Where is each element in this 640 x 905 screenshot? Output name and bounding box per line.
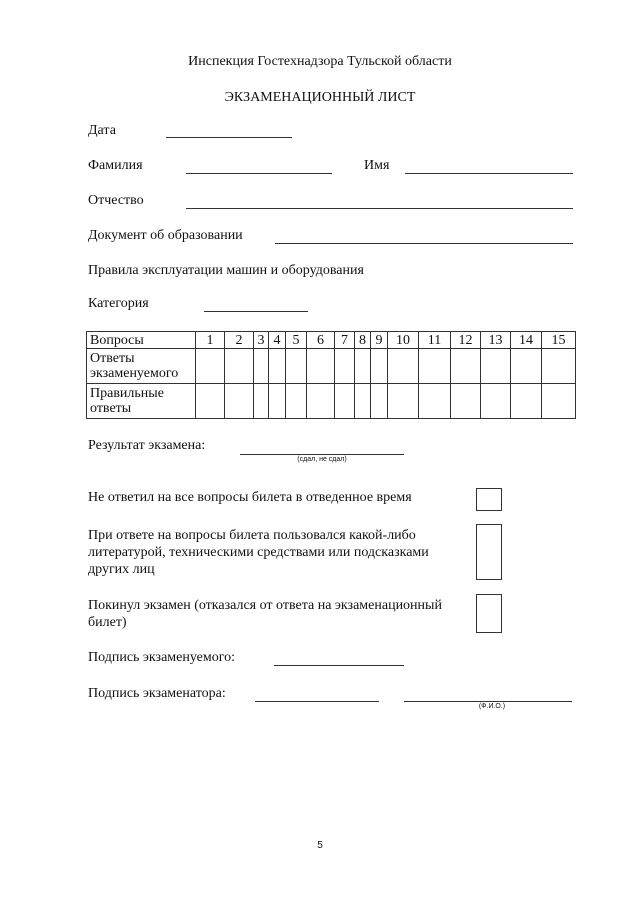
correct-cell[interactable] (196, 384, 225, 419)
correct-cell[interactable] (481, 384, 511, 419)
name-label: Имя (364, 158, 390, 173)
check-box-no-time[interactable] (476, 488, 502, 511)
correct-cell[interactable] (371, 384, 388, 419)
check-box-used-aids[interactable] (476, 524, 502, 580)
question-number: 2 (225, 332, 254, 349)
examinee-signature-field[interactable] (274, 665, 404, 666)
category-label: Категория (88, 296, 149, 311)
result-hint: (сдал, не сдал) (297, 456, 347, 463)
answer-cell[interactable] (307, 349, 335, 384)
name-field[interactable] (405, 173, 573, 174)
organization-title: Инспекция Гостехнадзора Тульской области (188, 54, 452, 69)
question-number: 15 (542, 332, 576, 349)
date-field[interactable] (166, 137, 292, 138)
patronymic-field[interactable] (186, 208, 573, 209)
examiner-fio-field[interactable] (404, 701, 572, 702)
question-number: 12 (451, 332, 481, 349)
questions-row (87, 332, 576, 349)
questions-header: Вопросы (87, 332, 196, 349)
correct-answers-row (87, 384, 576, 419)
correct-cell[interactable] (254, 384, 269, 419)
category-field[interactable] (204, 311, 308, 312)
question-number: 9 (371, 332, 388, 349)
answer-cell[interactable] (419, 349, 451, 384)
answers-table (86, 331, 576, 419)
question-number: 1 (196, 332, 225, 349)
question-number: 14 (511, 332, 542, 349)
result-label: Результат экзамена: (88, 438, 206, 453)
answer-cell[interactable] (335, 349, 355, 384)
answer-cell[interactable] (451, 349, 481, 384)
correct-cell[interactable] (511, 384, 542, 419)
examiner-signature-label: Подпись экзаменатора: (88, 686, 226, 701)
answer-cell[interactable] (286, 349, 307, 384)
answer-cell[interactable] (355, 349, 371, 384)
answer-cell[interactable] (481, 349, 511, 384)
examinee-signature-label: Подпись экзаменуемого: (88, 650, 236, 665)
question-number: 4 (269, 332, 286, 349)
correct-cell[interactable] (451, 384, 481, 419)
education-doc-label: Документ об образовании (88, 228, 243, 243)
check-text-used-aids: При ответе на вопросы билета пользовался какой-либо литературой, техническими средствами или подсказками других лиц (88, 528, 429, 577)
correct-cell[interactable] (419, 384, 451, 419)
surname-label: Фамилия (88, 158, 143, 173)
surname-field[interactable] (186, 173, 332, 174)
question-number: 8 (355, 332, 371, 349)
correct-cell[interactable] (307, 384, 335, 419)
examinee-answers-row (87, 349, 576, 384)
correct-cell[interactable] (335, 384, 355, 419)
rules-label: Правила эксплуатации машин и оборудования (88, 263, 364, 278)
patronymic-label: Отчество (88, 193, 144, 208)
education-doc-field[interactable] (275, 243, 573, 244)
question-number: 7 (335, 332, 355, 349)
question-number: 13 (481, 332, 511, 349)
answer-cell[interactable] (511, 349, 542, 384)
answer-cell[interactable] (196, 349, 225, 384)
examiner-signature-field[interactable] (255, 701, 379, 702)
correct-cell[interactable] (225, 384, 254, 419)
correct-cell[interactable] (269, 384, 286, 419)
fio-hint: (Ф.И.О.) (478, 703, 506, 710)
correct-cell[interactable] (388, 384, 419, 419)
date-label: Дата (88, 123, 116, 138)
question-number: 3 (254, 332, 269, 349)
answer-cell[interactable] (225, 349, 254, 384)
question-number: 5 (286, 332, 307, 349)
examinee-answers-header: Ответы экзаменуемого (87, 349, 196, 384)
page-number: 5 (317, 840, 323, 851)
correct-answers-header: Правильные ответы (87, 384, 196, 419)
check-text-left-exam: Покинул экзамен (отказался от ответа на экзаменационный билет) (88, 598, 442, 630)
answer-cell[interactable] (371, 349, 388, 384)
document-title: ЭКЗАМЕНАЦИОННЫЙ ЛИСТ (224, 90, 416, 105)
answer-cell[interactable] (254, 349, 269, 384)
check-box-left-exam[interactable] (476, 594, 502, 633)
question-number: 6 (307, 332, 335, 349)
answer-cell[interactable] (542, 349, 576, 384)
check-text-no-time: Не ответил на все вопросы билета в отведенное время (88, 490, 412, 505)
answer-cell[interactable] (388, 349, 419, 384)
answer-cell[interactable] (269, 349, 286, 384)
correct-cell[interactable] (542, 384, 576, 419)
question-number: 11 (419, 332, 451, 349)
correct-cell[interactable] (355, 384, 371, 419)
question-number: 10 (388, 332, 419, 349)
result-field[interactable] (240, 454, 404, 455)
correct-cell[interactable] (286, 384, 307, 419)
